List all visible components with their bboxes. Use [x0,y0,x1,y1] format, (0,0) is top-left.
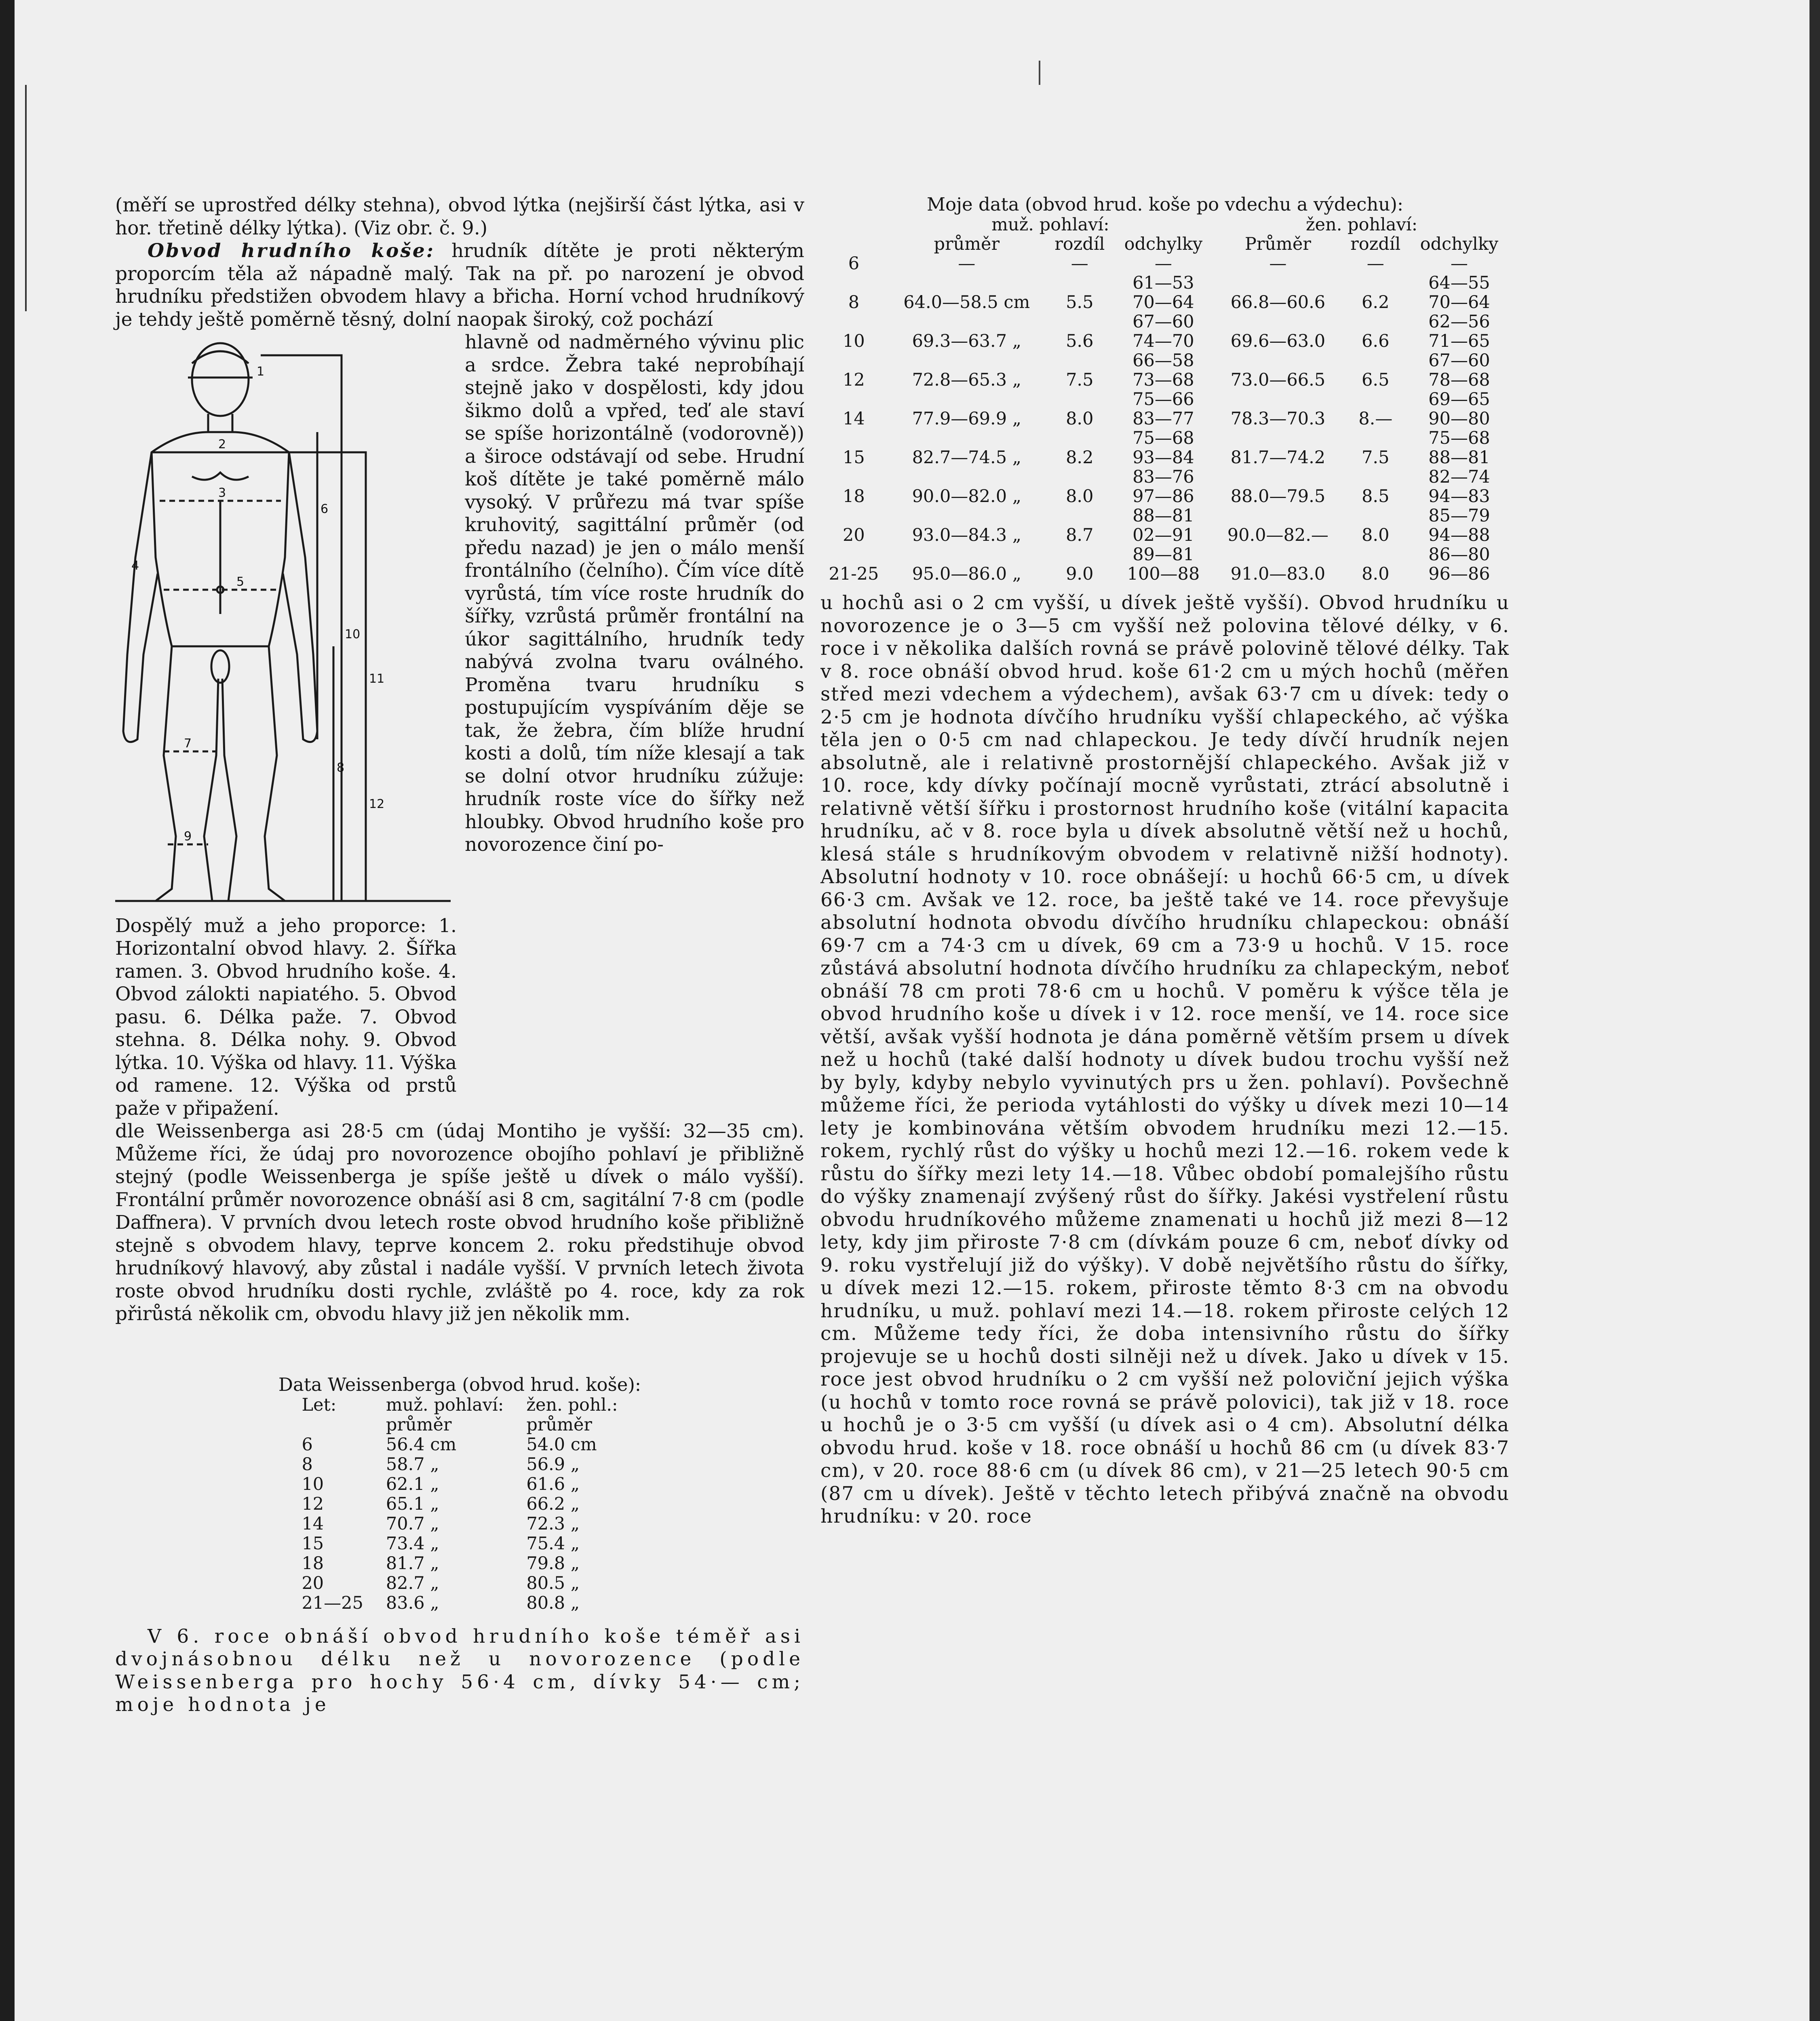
table-header: rozdíl [1054,234,1105,254]
paragraph-right-text: u hochů asi o 2 cm vyšší, u dívek ještě vyšší). Obvod hrudníku u novorozence je o 3—5 cm vyšší než polovina tělové délky, v 6. roce i v několika dalších rovná se právě polovině tělové délky. Tak v 8. roce obnáší obvod hrud. koše 61·2 cm u mých hochů (měřen střed mezi vdechem a výdechem), avšak 63·7 cm u dívek: tedy o 2·5 cm je hodnota dívčího hrudníku vyšší chlapeckého, ač výška těla jen o 0·5 cm nad chlapeckou. Je tedy dívčí hrudník nejen absolutně, ale i relativně prostornější chlapeckého. Avšak již v 10. roce, kdy dívky počínají mocně vyrůstati, ztrácí absolutně i relativně větší šířku i prostornost hrudního koše (vitální kapacita hrudníku, ač v 8. roce byla u dívek absolutně větší než u hochů, klesá stále s hrudníkovým obvodem v relativně nižší hodnoty). Absolutní hodnoty v 10. roce obnášejí: u hochů 66·5 cm, u dívek 66·3 cm. Avšak ve 12. roce, ba ještě také ve 14. roce převyšuje absolutní hodnota obvodu dívčího hrudníku chlapeckou: obnáší 69·7 cm a 74·3 cm u dívek, 69 cm a 73·9 u hochů. V 15. roce zůstává absolutní hodnota dívčího hrudníku za chlapeckým, neboť obnáší 78 cm proti 78·6 cm u hochů. V poměru k výšce těla je obvod hrudního koše u dívek i v 12. roce menší, ve 14. roce sice větší, avšak vyšší hodnota je dána poměrně větším prsem u dívek než u hochů (také další hodnoty u dívek budou trochu vyšší než by byly, kdyby nebylo vyvinutých prs u žen. pohlaví). Povšechně můžeme říci, že perioda vytáhlosti do výšky u dívek mezi 10—14 lety je kombinována větším obvodem hrudníku mezi 12.—15. rokem, rychlý růst do výšky u hochů mezi 12.—16. rokem vede k růstu do šířky mezi lety 14.—18. Vůbec období pomalejšího růstu do výšky znamenají zvýšený růst do šířky. Jakési vystřelení růstu obvodu hrudníkového můžeme znamenati u hochů již mezi 8—12 lety, kdy jim přiroste 7·8 cm (dívkám pouze 6 cm, neboť dívky od 9. roku vystřelují již do výšky). V době největšího růstu do šířky, u dívek mezi 12.—15. rokem, přiroste těmto 8·3 cm na obvodu hrudníku, u muž. pohlaví mezi 14.—18. rokem přiroste celých 12 cm. Můžeme tedy říci, že doba intensivního růstu do šířky projevuje se u hochů dosti silněji než u dívek. Jako u dívek v 15. roce jest obvod hrudníku o 2 cm vyšší než poloviční jejich výška (u hochů v tomto roce rovná se právě polovici), tak již v 18. roce u hochů je o 3·5 cm vyšší (u dívek asi o 4 cm). Absolutní délka obvodu hrud. koše v 18. roce obnáší u hochů 86 cm (u dívek 83·7 cm), v 20. roce 88·6 cm (u dívek 86 cm), v 21—25 letech 90·5 cm (87 cm u dívek). Ještě v těchto letech přibývá značně na obvodu hrudníku: v 20. roce [820,592,1510,1527]
table-cell [820,390,887,409]
table-cell: 82.7 „ [386,1573,439,1593]
table-cell: 66.8—60.6 [1230,292,1326,312]
table-cell: 71—65 [1428,331,1490,351]
paragraph-newborn: dle Weissenberga asi 28·5 cm (údaj Montiho je vyšší: 32—35 cm). Můžeme říci, že údaj pro novorozence obojího pohlaví je přibližně stejný (podle Weissenberga je spíše ještě u dívek o málo vyšší). Frontální průměr novorozence obnáší asi 8 cm, sagitální 7·8 cm (podle Daffnera). V prvních dvou letech roste obvod hrudního koše přibližně stejně s obvodem hlavy, teprve koncem 2. roku předstihuje obvod hrudníkový hlavový, aby zůstal i nadále vyšší. V prvních letech života roste obvod hrudníku dosti rychle, zvláště po 4. roce, kdy za rok přirůstá několik cm, obvodu hlavy již jen několik mm. [115,1120,804,1325]
table-cell [820,545,887,564]
table-cell: — [1154,253,1172,274]
my-data-table-title: Moje data (obvod hrud. koše po vdechu a výdechu): [926,194,1404,215]
my-data-body [820,254,1510,584]
table-cell: 21-25 [829,564,879,584]
table-cell: 75.4 „ [526,1533,580,1554]
table-row [290,1475,629,1494]
table-cell: 7.5 [1066,370,1094,390]
table-cell [1342,467,1409,487]
table-cell [1046,506,1113,525]
table-cell [1214,390,1342,409]
table-subheader: průměr [526,1414,592,1435]
left-column [115,194,804,1717]
table-cell: 81.7—74.2 [1230,447,1326,468]
group-header-female: žen. pohlaví: [1305,215,1418,235]
table-cell: — [1269,253,1287,274]
table-cell: 97—86 [1132,486,1194,506]
table-cell: 73—68 [1132,370,1194,390]
table-row-secondary [820,428,1510,448]
table-cell: 70—64 [1132,292,1194,312]
table-cell: 20 [302,1573,324,1593]
figure-label: 5 [236,575,245,589]
table-cell: 80.5 „ [526,1573,580,1593]
paragraph-chest-shape: hlavně od nadměrného vývinu plic a srdce. Žebra také neprobíhají stejně jako v dospělosti, kdy jdou šikmo dolů a vpřed, teď ale staví se spíše horizontálně (vodorovně)) a široce odstávají od sebe. Hrudní koš dítěte je také poměrně málo vysoký. V průřezu má tvar spíše kruhovitý, sagittální průměr (od předu nazad) je jen o málo menší frontálního (čelního). Čím více dítě vyrůstá, tím více roste hrudník do šířky, vzrůstá průměr frontální na úkor sagittálního, hrudník tedy nabývá zvolna tvaru oválného. Proměna tvaru hrudníku s postupujícím vyspíváním děje se tak, že žebra, čím blíže hrudní kosti a dolů, tím níže klesají a tak se dolní otvor hrudníku zúžuje: hrudník roste více do šířky než hloubky. Obvod hrudního koše pro novorozence činí po- [465,331,804,856]
table-row [290,1593,629,1613]
table-cell: 73.4 „ [386,1533,439,1554]
table-cell: 8.5 [1362,486,1390,506]
table-cell [887,390,1046,409]
figure-caption: Dospělý muž a jeho proporce: 1. Horizontalní obvod hlavy. 2. Šířka ramen. 3. Obvod hrudního koše. 4. Obvod zálokti napiatého. 5. Obvod pasu. 6. Délka paže. 7. Obvod stehna. 8. Délka nohy. 9. Obvod lýtka. 10. Výška od hlavy. 11. Výška od ramene. 12. Výška od prstů paže v připažení. [115,914,457,1120]
table-row [290,1554,629,1574]
table-cell [1342,428,1409,448]
table-row [820,564,1510,584]
figure-label: 12 [369,797,385,811]
table-cell: 54.0 cm [526,1434,597,1455]
figure-label: 6 [321,502,329,516]
table-cell [1342,312,1409,331]
table-cell: 64—55 [1428,273,1490,293]
table-cell: 20 [843,525,865,545]
table-cell [1342,273,1409,293]
table-cell [1214,467,1342,487]
table-cell: 5.5 [1066,292,1094,312]
table-row-secondary [820,312,1510,331]
table-cell: 86—80 [1428,544,1490,565]
scan-right-edge [1809,0,1820,2021]
table-row [820,293,1510,312]
section-heading: Obvod hrudního koše: [148,240,435,262]
table-row [820,409,1510,428]
table-cell: 90.0—82.0 „ [912,486,1021,506]
table-row [290,1494,629,1514]
table-row-secondary [820,467,1510,487]
table-cell: 75—68 [1428,428,1490,448]
table-row [290,1514,629,1534]
figure-label: 1 [257,365,265,379]
chest-intro-text: hrudník dítěte je proti některým proporcím těla až nápadně malý. Tak na př. po narození je obvod hrudníku předstižen obvodem hlavy a břicha. Horní vchod hrudníkový je tehdy ještě poměrně těsný, dolní naopak široký, což pochází [115,240,804,331]
table-cell: 79.8 „ [526,1553,580,1574]
figure-label: 9 [184,829,192,844]
table-cell: 93—84 [1132,447,1194,468]
table-cell [820,467,887,487]
table-header: Průměr [1244,234,1311,254]
table-cell: 7.5 [1362,447,1390,468]
table-row [820,448,1510,467]
figure-label: 11 [369,672,385,686]
table-header: Let: [302,1394,337,1415]
table-cell: 5.6 [1066,331,1094,351]
paragraph-chest-intro [115,240,804,331]
figure-label: 4 [131,559,139,573]
table-cell: 8.— [1358,409,1393,429]
table-cell [820,506,887,525]
table-row-secondary [820,545,1510,564]
table-row [290,1435,629,1455]
table-cell: 12 [843,370,865,390]
paragraph-sixth-year: V 6. roce obnáší obvod hrudního koše téměř asi dvojnásobnou délku než u novorozence (podle Weissenberga pro hochy 56·4 cm, dívky 54·— cm; moje hodnota je [115,1625,804,1716]
table-cell: 82—74 [1428,467,1490,487]
figure-label: 2 [218,437,226,451]
table-cell: 62—56 [1428,312,1490,332]
table-cell: 8 [302,1454,313,1475]
table-cell: 95.0—86.0 „ [912,564,1021,584]
table-cell: 73.0—66.5 [1230,370,1326,390]
table-cell: 65.1 „ [386,1494,439,1514]
table-cell: 83.6 „ [386,1593,439,1613]
table-cell: 67—60 [1132,312,1194,332]
table-cell [887,273,1046,293]
table-cell: 61.6 „ [526,1474,580,1494]
table-cell [820,312,887,331]
table-header: rozdíl [1350,234,1401,254]
weissenberg-table [290,1395,629,1613]
table-cell: 6 [302,1434,313,1455]
table-cell: — [1450,253,1468,274]
table-cell [1046,312,1113,331]
table-cell [1342,545,1409,564]
table-cell [1214,351,1342,370]
figure-column [115,331,457,1120]
table-cell [1214,273,1342,293]
table-cell [887,312,1046,331]
figure-label: 10 [345,627,361,641]
group-header-male: muž. pohlaví: [991,215,1109,235]
table-cell: 89—81 [1132,544,1194,565]
my-data-table [820,215,1510,584]
table-cell: — [958,253,976,274]
table-cell: 72.8—65.3 „ [912,370,1021,390]
table-header: odchylky [1420,234,1499,254]
table-row [290,1534,629,1554]
table-cell: 75—66 [1132,389,1194,409]
table-cell [820,273,887,293]
table-cell: 100—88 [1127,564,1200,584]
table-row-secondary [820,351,1510,370]
table-cell [1046,545,1113,564]
table-cell: 18 [843,486,865,506]
table-header: žen. pohl.: [526,1394,618,1415]
table-header: muž. pohlaví: [386,1394,504,1415]
scan-speck [1039,61,1040,85]
table-row [820,331,1510,351]
table-cell: 81.7 „ [386,1553,439,1574]
table-cell: 10 [843,331,865,351]
table-cell [1046,351,1113,370]
table-cell: 77.9—69.9 „ [912,409,1021,429]
table-cell [1214,428,1342,448]
table-cell: 80.8 „ [526,1593,580,1613]
table-cell: 67—60 [1428,350,1490,371]
table-cell: 6 [848,253,860,274]
table-cell: 90.0—82.— [1227,525,1329,545]
figure-head [192,343,249,416]
table-cell: 66.2 „ [526,1494,580,1514]
table-cell: 8.0 [1066,409,1094,429]
table-cell [1214,312,1342,331]
table-cell: 8.7 [1066,525,1094,545]
table-cell: 9.0 [1066,564,1094,584]
table-cell [1046,390,1113,409]
figure-side-text [465,331,804,1120]
table-cell: 69.6—63.0 [1230,331,1326,351]
table-cell: 56.4 cm [386,1434,457,1455]
table-header: odchylky [1124,234,1203,254]
table-cell: 61—53 [1132,273,1194,293]
table-cell: 69—65 [1428,389,1490,409]
table-cell: 8.0 [1362,564,1390,584]
scan-left-edge [0,0,15,2021]
table-cell: 91.0—83.0 [1230,564,1326,584]
human-proportion-figure [115,331,451,909]
figure-right-leg [222,646,285,901]
table-row-secondary [820,506,1510,525]
table-cell [1046,428,1113,448]
table-cell: 88—81 [1428,447,1490,468]
table-cell: 66—58 [1132,350,1194,371]
table-cell [1046,467,1113,487]
table-row [820,487,1510,506]
table-cell: — [1367,253,1384,274]
table-cell [1214,506,1342,525]
table-cell: 72.3 „ [526,1513,580,1534]
table-cell: 83—77 [1132,409,1194,429]
table-row [820,254,1510,273]
table-cell: 15 [843,447,865,468]
table-cell [887,428,1046,448]
table-row-secondary [820,390,1510,409]
table-row [290,1574,629,1593]
table-cell: 64.0—58.5 cm [903,292,1030,312]
figure-label: 3 [218,486,226,500]
table-cell: 21—25 [302,1593,363,1613]
table-cell: 96—86 [1428,564,1490,584]
table-cell: 14 [302,1513,324,1534]
table-cell: 8 [848,292,860,312]
table-cell [887,506,1046,525]
table-cell [1214,545,1342,564]
table-row [820,525,1510,545]
table-cell [1342,390,1409,409]
table-cell: 78.3—70.3 [1230,409,1326,429]
table-cell: 8.0 [1362,525,1390,545]
table-cell: 56.9 „ [526,1454,580,1475]
paragraph-calf: (měří se uprostřed délky stehna), obvod lýtka (nejširší část lýtka, asi v hor. třetině délky lýtka). (Viz obr. č. 9.) [115,194,804,239]
table-row [820,370,1510,390]
table-cell: 69.3—63.7 „ [912,331,1021,351]
table-cell: 82.7—74.5 „ [912,447,1021,468]
table-cell: 83—76 [1132,467,1194,487]
table-cell [1342,351,1409,370]
table-cell: 93.0—84.3 „ [912,525,1021,545]
table-cell: 70.7 „ [386,1513,439,1534]
binding-mark [25,85,27,311]
table-cell [887,351,1046,370]
table-cell: 14 [843,409,865,429]
table-cell: 18 [302,1553,324,1574]
table-cell: 6.6 [1362,331,1390,351]
table-cell: 88—81 [1132,506,1194,526]
table-cell: 75—68 [1132,428,1194,448]
table-cell: 02—91 [1132,525,1194,545]
table-row-secondary [820,273,1510,293]
table-cell: 58.7 „ [386,1454,439,1475]
table-cell: 78—68 [1428,370,1490,390]
table-cell: 74—70 [1132,331,1194,351]
table-subheader: průměr [386,1414,452,1435]
table-cell [820,351,887,370]
table-cell: 70—64 [1428,292,1490,312]
figure-label: 8 [337,761,345,775]
table-cell: — [1071,253,1088,274]
table-cell: 94—88 [1428,525,1490,545]
table-cell: 6.5 [1362,370,1390,390]
table-row [290,1455,629,1475]
figure-label: 7 [184,736,192,751]
table-cell [1046,273,1113,293]
table-cell: 6.2 [1362,292,1390,312]
table-cell: 88.0—79.5 [1230,486,1326,506]
table-cell [887,467,1046,487]
figure-block [115,331,804,1120]
table-cell: 15 [302,1533,324,1554]
table-cell: 85—79 [1428,506,1490,526]
table-cell [820,428,887,448]
table-cell [887,545,1046,564]
table-cell: 8.2 [1066,447,1094,468]
table-cell [1342,506,1409,525]
table-cell: 8.0 [1066,486,1094,506]
figure-left-leg [156,646,218,901]
weissenberg-table-title: Data Weissenberga (obvod hrud. koše): [278,1373,641,1395]
table-subheader [290,1415,374,1435]
table-cell: 12 [302,1494,324,1514]
table-cell: 94—83 [1428,486,1490,506]
right-column [820,194,1510,1528]
table-header: průměr [934,234,1000,254]
table-cell: 90—80 [1428,409,1490,429]
table-cell: 62.1 „ [386,1474,439,1494]
table-cell: 10 [302,1474,324,1494]
